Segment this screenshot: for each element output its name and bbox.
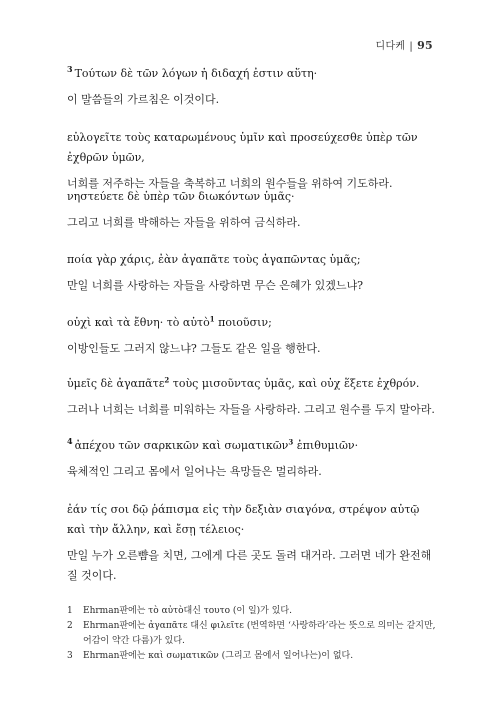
greek-text: ποία γὰρ χάρις, ἐὰν ἀγαπᾶτε τοὺς ἀγαπῶντας ὑμᾶς;: [67, 253, 361, 266]
verse-block: [67, 128, 437, 194]
verse-block: [67, 436, 437, 482]
footnote: [67, 649, 437, 664]
greek-text: ἐάν τίς σοι δῷ ῥάπισμα εἰς τὴν δεξιὰν σιαγόνα, στρέψον αὐτῷ καὶ τὴν ἄλλην, καὶ ἔσῃ τέλειος·: [67, 503, 420, 536]
korean-translation: 너희를 저주하는 자들을 축복하고 너희의 원수들을 위하여 기도하라.: [67, 177, 393, 190]
page-number: 95: [417, 39, 433, 52]
header-separator: |: [409, 41, 414, 52]
korean-translation: 이 말씀들의 가르침은 이것이다.: [67, 93, 220, 106]
footnote-number: 3: [67, 651, 73, 661]
greek-text: οὐχὶ καὶ τὰ ἔθνη· τὸ αὐτὸ$^1$ ποιοῦσιν;: [67, 314, 272, 329]
greek-text: $^3$ Τούτων δὲ τῶν λόγων ἡ διδαχή ἐστιν αὕτη·: [67, 64, 318, 80]
footnote-number: 1: [67, 606, 73, 616]
korean-translation: 그리고 너희를 박해하는 자들을 위하여 금식하라.: [67, 216, 301, 229]
greek-text: εὐλογεῖτε τοὺς καταρωμένους ὑμῖν καὶ προσεύχεσθε ὑπὲρ τῶν ἐχθρῶν ὑμῶν,: [67, 131, 418, 164]
footnote-text: Ehrman판에는 τὸ αὐτὸ대신 τουτο (이 일)가 있다.: [83, 606, 292, 616]
verse-block: [67, 313, 437, 359]
verse-block: [67, 500, 437, 586]
footnote-marker: 2: [164, 375, 170, 385]
footnote: [67, 604, 437, 619]
footnote-text: Ehrman판에는 ἀγαπᾶτε 대신 φιλεῖτε (번역하면 ‘사랑하라’라는 뜻으로 의미는 같지만, 어감이 약간 다름)가 있다.: [83, 621, 436, 646]
korean-translation: 만일 너희를 사랑하는 자들을 사랑하면 무슨 은혜가 있겠느냐?: [67, 279, 364, 292]
greek-text: $^4$ ἀπέχου τῶν σαρκικῶν καὶ σωματικῶν$^3$ ἐπιθυμιῶν·: [67, 436, 359, 452]
footnote-marker: 3: [288, 437, 294, 447]
korean-translation: 그러나 너희는 너희를 미워하는 자들을 사랑하라. 그리고 원수를 두지 말아라.: [67, 403, 435, 416]
greek-text: νηστεύετε δὲ ὑπὲρ τῶν διωκόντων ὑμᾶς·: [67, 190, 295, 203]
header-title: 디다케: [375, 41, 406, 52]
verse-block: [67, 64, 437, 110]
korean-translation: 이방인들도 그러지 않느냐? 그들도 같은 일을 행한다.: [67, 342, 321, 355]
footnote-number: 2: [67, 621, 73, 631]
korean-translation: 만일 누가 오른뺨을 치면, 그에게 다른 곳도 돌려 대거라. 그러면 네가 완전해질 것이다.: [67, 549, 432, 582]
running-header: [376, 37, 433, 52]
verse-number: 3: [67, 64, 73, 75]
verse-block: [67, 250, 437, 296]
footnote-text: Ehrman판에는 καὶ σωματικῶν (그리고 몸에서 일어나는)이 없다.: [83, 651, 354, 661]
verse-block: [67, 187, 437, 233]
footnote: [67, 619, 437, 649]
footnote-marker: 1: [209, 314, 215, 324]
korean-translation: 육체적인 그리고 몸에서 일어나는 욕망들은 멀리하라.: [67, 465, 322, 478]
footnotes: [67, 604, 437, 664]
greek-text: ὑμεῖς δὲ ἀγαπᾶτε$^2$ τοὺς μισοῦντας ὑμᾶς, καὶ οὐχ ἕξετε ἐχθρόν.: [67, 375, 420, 390]
verse-number: 4: [67, 436, 73, 447]
verse-block: [67, 374, 437, 420]
